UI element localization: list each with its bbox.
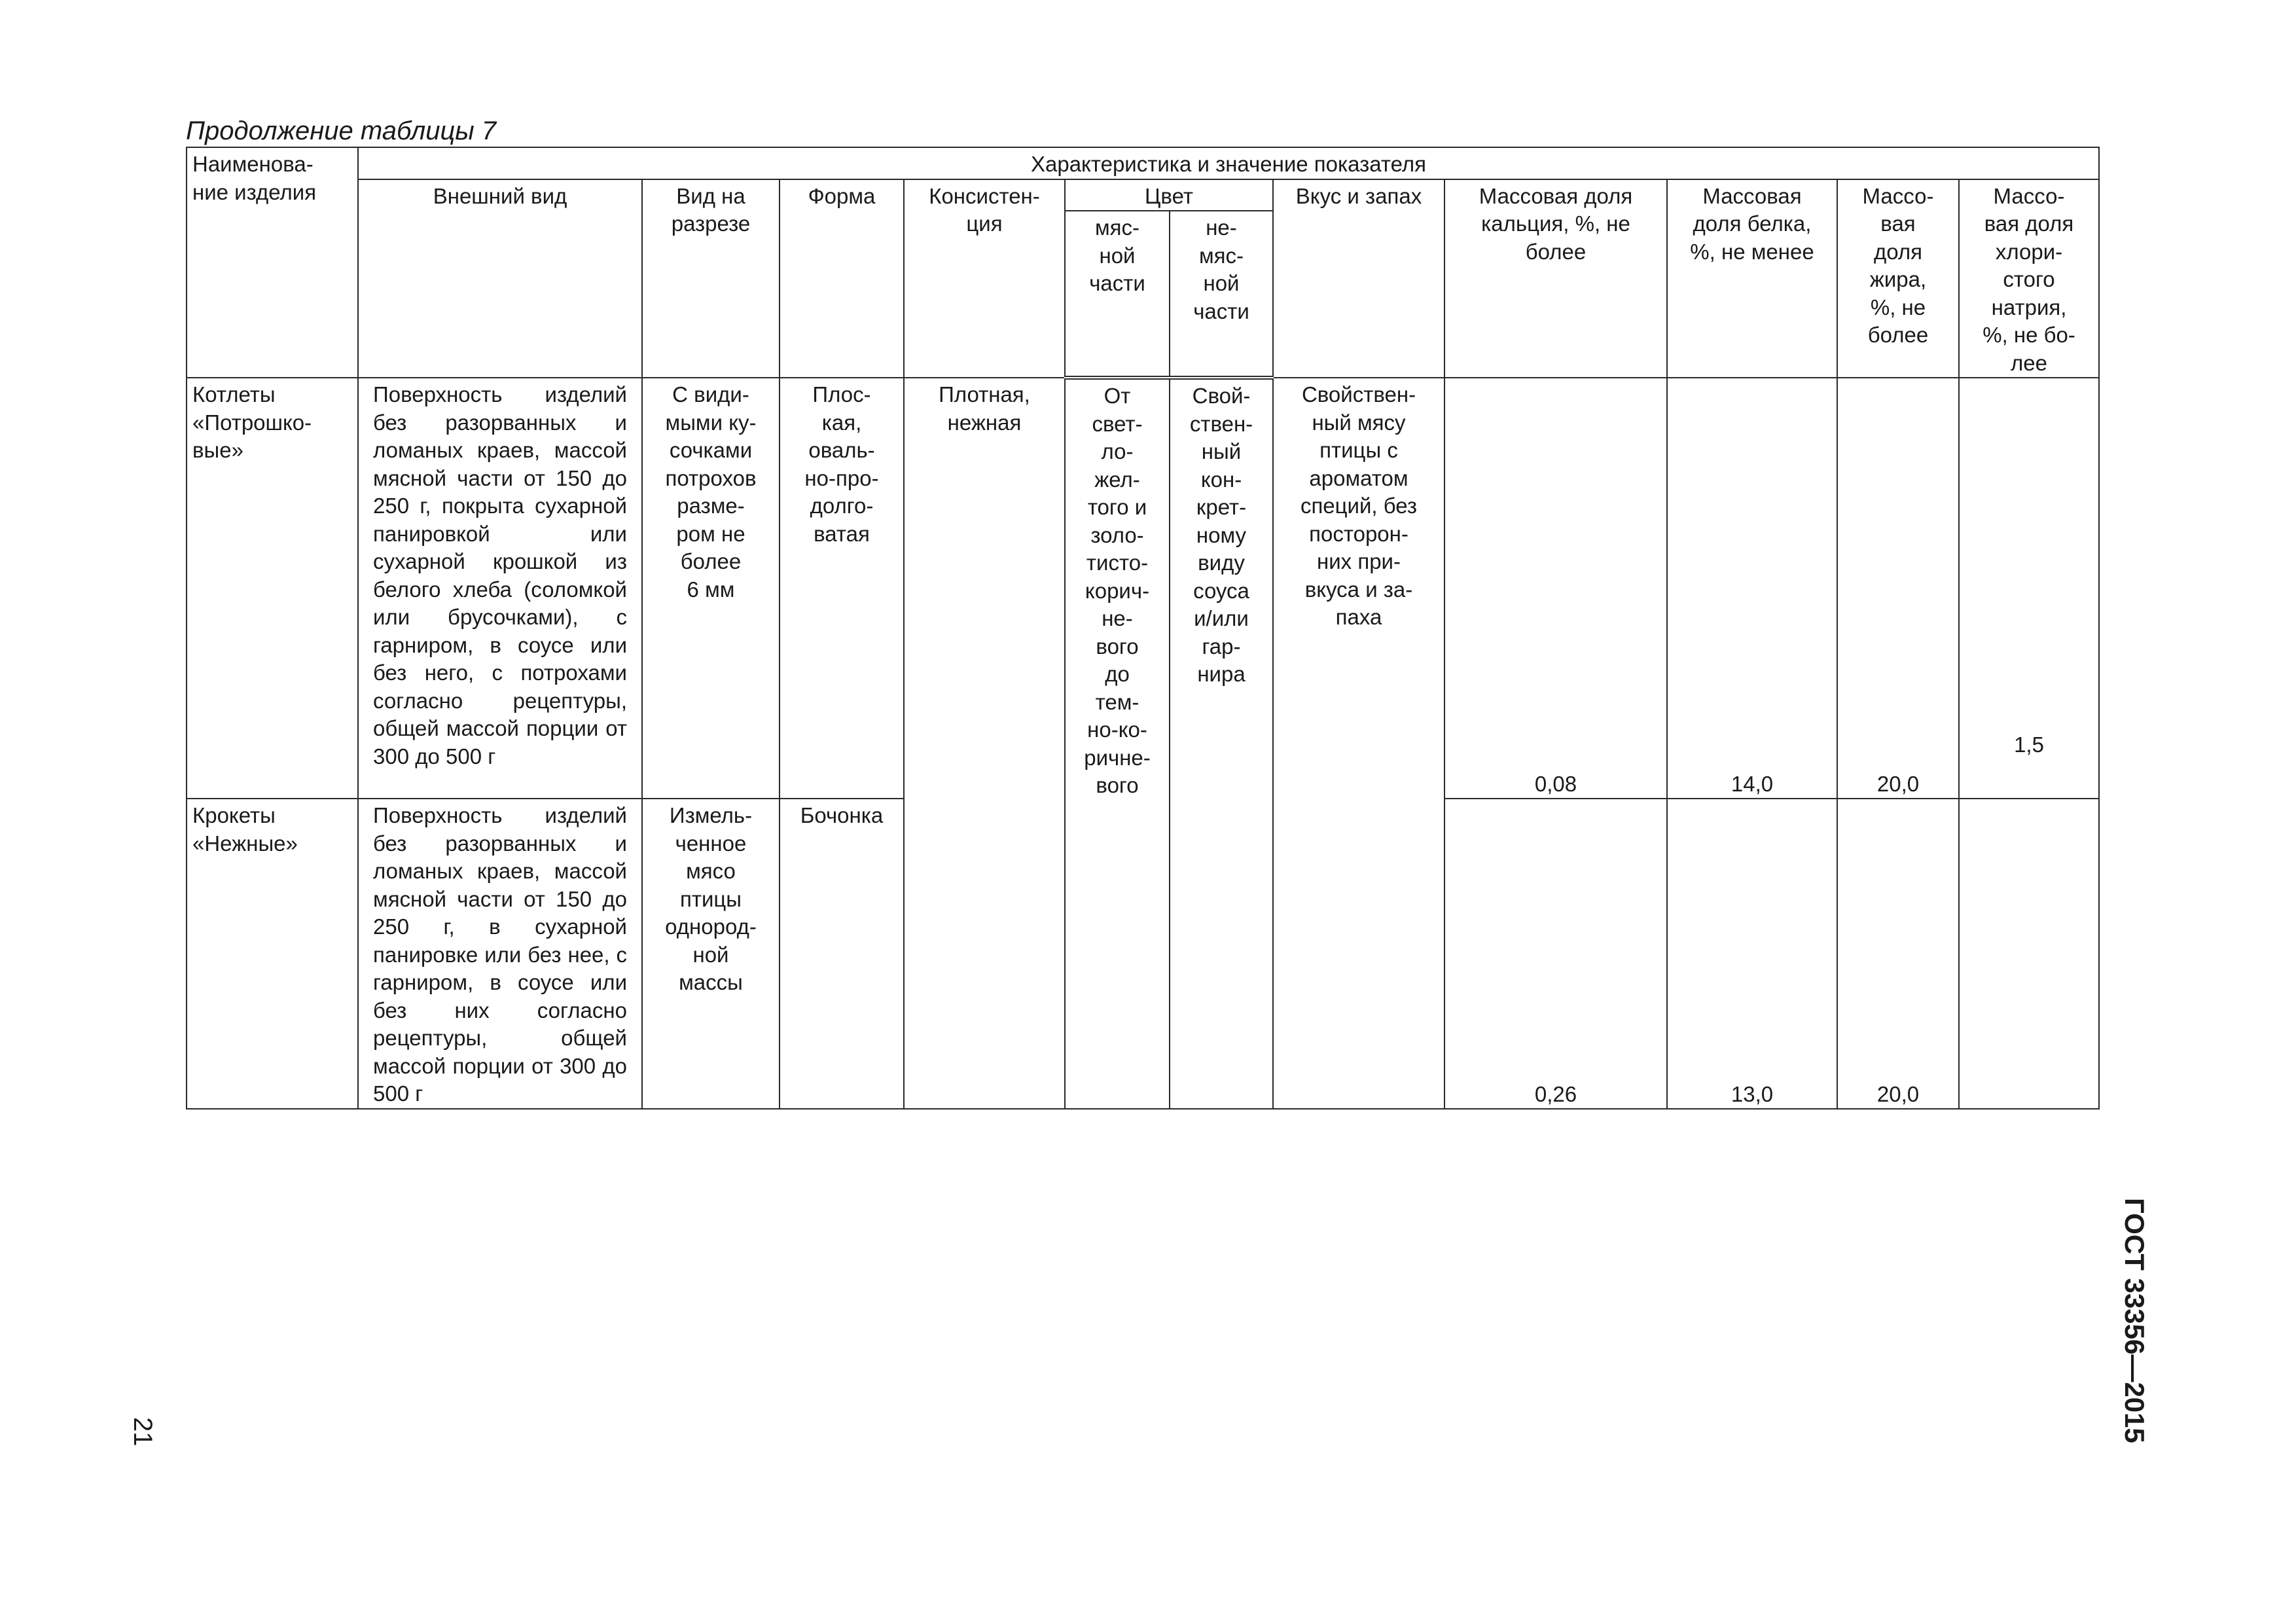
header-row-2 (187, 179, 2099, 211)
salt-empty (1959, 799, 2099, 1109)
header-name: Наименова- ние изделия (187, 147, 358, 378)
header-taste-smell: Вкус и запах (1273, 179, 1444, 378)
product-name: Котлеты «Потрошко- вые» (187, 378, 358, 799)
header-row-1 (187, 147, 2099, 179)
header-fat: Массо- вая доля жира, %, не более (1837, 179, 1959, 378)
table-row (187, 378, 2099, 799)
product-protein: 14,0 (1667, 378, 1837, 799)
product-section-view: Измель- ченное мясо птицы однород- ной массы (642, 799, 780, 1109)
table-caption: Продолжение таблицы 7 (186, 117, 497, 145)
product-fat: 20,0 (1837, 799, 1959, 1109)
header-shape: Форма (780, 179, 904, 378)
header-color: Цвет (1065, 179, 1273, 211)
shared-color-nonmeat: Свой- ствен- ный кон- крет- ному виду соуса и/или гар- нира (1170, 378, 1273, 1109)
header-section-view: Вид на разрезе (642, 179, 780, 378)
shared-consistency: Плотная, нежная (904, 378, 1065, 1109)
header-protein: Массовая доля белка, %, не менее (1667, 179, 1837, 378)
header-appearance: Внешний вид (358, 179, 642, 378)
header-color-meat: мяс- ной части (1065, 211, 1170, 378)
header-calcium: Массовая доля кальция, %, не более (1444, 179, 1667, 378)
product-fat: 20,0 (1837, 378, 1959, 799)
shared-color-meat: От свет- ло- жел- того и золо- тисто- корич- не- вого до тем- но-ко- ричне- вого (1065, 378, 1170, 1109)
product-protein: 13,0 (1667, 799, 1837, 1109)
product-shape: Плос- кая, оваль- но-про- долго- ватая (780, 378, 904, 799)
product-table (186, 147, 2100, 1110)
header-color-nonmeat: не- мяс- ной части (1170, 211, 1273, 378)
page-number: 21 (128, 1417, 157, 1447)
product-calcium: 0,26 (1444, 799, 1667, 1109)
header-characteristic: Характеристика и значение показателя (358, 147, 2099, 179)
standard-number: ГОСТ 33356—2015 (2119, 1198, 2150, 1443)
product-section-view: С види- мыми ку- сочками потрохов разме- ром не более 6 мм (642, 378, 780, 799)
shared-taste-smell: Свойствен- ный мясу птицы с ароматом специй, без посторон- них при- вкуса и за- паха (1273, 378, 1444, 1109)
shared-salt: 1,5 (1959, 378, 2099, 799)
product-appearance: Поверхность изделий без разорванных и ломаных краев, массой мясной части от 150 до 250 г, покрыта сухарной панировкой или сухарной крошкой из белого хлеба (соломкой или брусочками), с гарниром, в соусе или без него, с потрохами согласно рецептуры, общей массой порции от 300 до 500 г (358, 378, 642, 799)
product-calcium: 0,08 (1444, 378, 1667, 799)
product-shape: Бочонка (780, 799, 904, 1109)
header-consistency: Консистен- ция (904, 179, 1065, 378)
header-salt: Массо- вая доля хлори- стого натрия, %, не бо- лее (1959, 179, 2099, 378)
product-name: Крокеты «Нежные» (187, 799, 358, 1109)
product-appearance: Поверхность изделий без разорванных и ломаных краев, массой мясной части от 150 до 250 г, в сухарной панировке или без нее, с гарниром, в соусе или без них согласно рецептуры, общей массой порции от 300 до 500 г (358, 799, 642, 1109)
